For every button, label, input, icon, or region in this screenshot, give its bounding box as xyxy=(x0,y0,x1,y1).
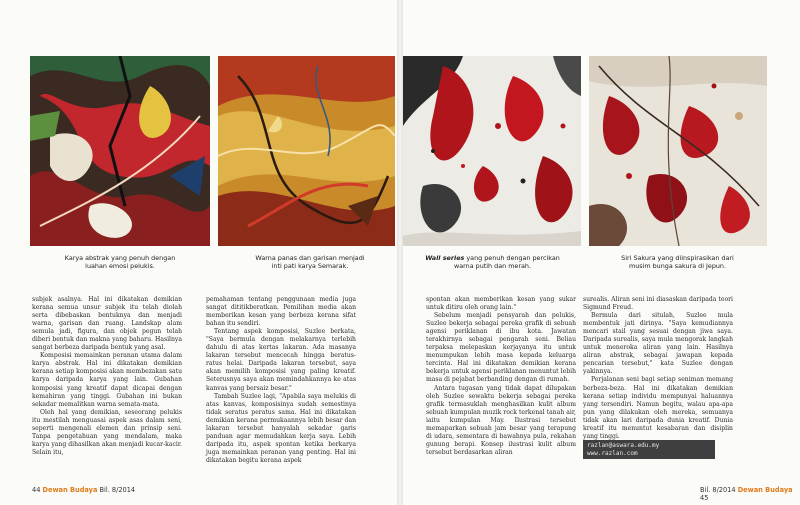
page-number-right: 45 xyxy=(700,494,709,502)
article-column-3 xyxy=(426,296,576,457)
contact-web[interactable]: www.razlan.com xyxy=(587,450,638,457)
painting-abstract-emotion-art xyxy=(30,56,210,246)
caption-2: Warna panas dan garisan menjadi inti pati karya Semarak. xyxy=(255,254,365,271)
article-column-1 xyxy=(32,296,182,457)
caption-3 xyxy=(425,254,560,270)
painting-semarak-art xyxy=(218,56,395,246)
painting-sakura-series-art xyxy=(589,56,767,246)
caption-1: Karya abstrak yang penuh dengan luahan emosi pelukis. xyxy=(64,254,176,271)
footer-right xyxy=(700,486,800,502)
article-column-2 xyxy=(206,296,356,465)
magazine-brand-left: Dewan Budaya xyxy=(42,486,98,494)
paragraph: subjek asalnya. Hal ini dikatakan demikian kerana semua unsur subjek itu telah diolah serta dibebaskan bentuknya dan menjadi warna, garisan dan ruang. Landskap alam semula jadi, figura, dan objek pegun telah diberi bentuk dan makna yang baharu. Hasilnya sangat berbeza daripada bentuk yang asal. xyxy=(32,296,182,352)
paragraph: Sebelum menjadi pensyarah dan pelukis, Suzlee bekerja sebagai pereka grafik di sebuah agensi periklanan di ibu kota. Jawatan terakhirnya sebagai pengarah seni. Beliau terpaksa melepaskan kerjayanya itu untuk menumpukan lebih masa kepada keluarga tercinta. Hal ini dikatakan demikian kerana bekerja untuk agensi periklanan menuntut lebih masa di pejabat berbanding dengan di rumah. xyxy=(426,312,576,384)
paragraph: spontan akan memberikan kesan yang sukar untuk ditiru oleh orang lain." xyxy=(426,296,576,312)
paragraph: Perjalanan seni bagi setiap seniman memang berbeza-beza. Hal ini dikatakan demikian kerana setiap individu mempunyai haluannya yang tersendiri. Namun begitu, walau apa-apa pun yang dilakukan oleh mereka, semuanya tidak akan lari daripada dunia kreatif. Dunia kreatif itu menuntut kesabaran dan disiplin yang tinggi. xyxy=(583,376,733,440)
contact-box xyxy=(583,440,715,459)
paragraph: Komposisi memainkan peranan utama dalam karya abstrak. Hal ini dikatakan demikian kerana setiap komposisi akan membezakan satu karya daripada karya yang lain. Gubahan komposisi yang kreatif dapat dicapai dengan kemahiran yang tinggi. Gubahan ini bukan sekadar memalitkan warna semata-mata. xyxy=(32,352,182,408)
paragraph: pemahaman tentang penggunaan media juga sangat dititikberatkan. Pemilihan media akan memberikan kesan yang berbeza kerana sifat bahan itu sendiri. xyxy=(206,296,356,328)
magazine-brand-right: Dewan Budaya xyxy=(737,486,793,494)
paragraph: Tentang aspek komposisi, Suzlee berkata, "Saya bermula dengan melakarnya terlebih dahulu di atas kertas lakaran. Ada masanya lakaran tersebut mencecah hingga beratus-ratus helai. Daripada lakaran tersebut, saya akan memilih komposisi yang paling kreatif. Seterusnya saya akan memindahkannya ke atas kanvas yang bersaiz besar." xyxy=(206,328,356,392)
painting-wall-series-art xyxy=(403,56,581,246)
caption-3-emphasis: Wall series xyxy=(425,254,465,262)
page-number-left: 44 xyxy=(32,486,41,494)
painting-sakura-series xyxy=(589,56,767,246)
paragraph: surealis. Aliran seni ini diasaskan daripada teori Sigmund Freud. xyxy=(583,296,733,312)
painting-semarak xyxy=(218,56,395,246)
paragraph: Tambah Suzlee lagi, "Apabila saya melukis di atas kanvas, komposisinya sudah semestinya tidak seratus peratus sama. Hal ini dikatakan demikian kerana permukaannya lebih besar dan lakaran tersebut hanyalah sekadar garis panduan agar memudahkan kerja saya. Lebih daripada itu, aspek spontan ketika berkarya juga memainkan peranan yang penting. Hal ini dikatakan begitu kerana aspek xyxy=(206,392,356,464)
painting-wall-series xyxy=(403,56,581,246)
caption-3-text: yang penuh dengan percikan warna putih dan merah. xyxy=(454,254,560,271)
footer-left xyxy=(32,486,135,494)
paragraph: Bermula dari situlah, Suzlee mula membentuk jati dirinya. "Saya kemudiannya mencari stail yang sesuai dengan jiwa saya. Daripada surealis, saya mula mengorak langkah untuk meneroka aliran yang lain. Hasilnya aliran abstrak, sebagai jawapan kepada pencarian tersebut," kata Suzlee dengan yakinnya. xyxy=(583,312,733,376)
painting-abstract-emotion xyxy=(30,56,210,246)
issue-right: Bil. 8/2014 xyxy=(700,486,736,494)
article-column-4 xyxy=(583,296,733,441)
caption-4: Siri Sakura yang diinspirasikan dari musim bunga sakura di Jepun. xyxy=(621,254,734,271)
contact-email[interactable]: razlan@aswara.edu.my xyxy=(587,442,660,449)
paragraph: Antara tugasan yang tidak dapat dilupakan oleh Suzlee sewaktu bekerja sebagai pereka grafik termasuklah menghasilkan kulit album sebuah kumpulan muzik rock terkenal tanah air, iaitu kumpulan May. Ilustrasi tersebut memaparkan sebuah jam besar yang terapung di udara, sementara di bawahnya pula, rekahan gunung berapi. Konsep ilustrasi kulit album tersebut berdasarkan aliran xyxy=(426,384,576,456)
issue-left: Bil. 8/2014 xyxy=(99,486,136,494)
paragraph: Oleh hal yang demikian, seseorang pelukis itu mestilah menguasai aspek asas dalam seni, seperti mengenali elemen dan prinsip seni. Tanpa pengetahuan yang mendalam, maka karya yang dihasilkan akan menjadi kucar-kacir. Selain itu, xyxy=(32,408,182,456)
